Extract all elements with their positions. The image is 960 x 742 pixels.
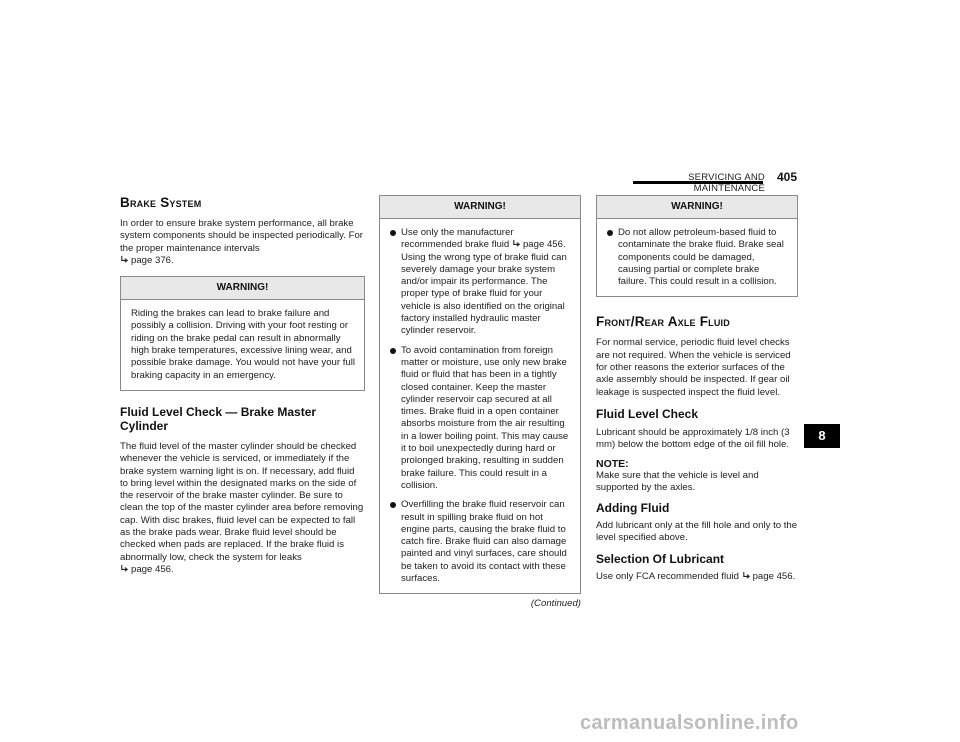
fluid-level-paragraph (120, 441, 365, 576)
subtitle-selection-of-lubricant: Selection Of Lubricant (596, 551, 725, 566)
warning-body (380, 219, 580, 593)
column-1 (120, 195, 365, 576)
adding-fluid-paragraph: Add lubricant only at the fill hole and only to the level specified above. (596, 520, 798, 544)
warning-heading: WARNING! (380, 196, 580, 219)
bullet-icon (390, 230, 396, 236)
continued-label: (Continued) (530, 598, 581, 610)
fluid-level-page-link[interactable]: page 456. (131, 563, 174, 575)
chapter-tab: 8 (804, 424, 840, 448)
watermark-text: carmanualsonline.info (580, 712, 799, 734)
note-block (596, 458, 798, 495)
warning-bullet-list (607, 227, 788, 288)
page-number: 405 (777, 170, 798, 184)
brake-intro-text: In order to ensure brake system performance, all brake system components should be inspected periodically. For the proper maintenance intervals (120, 218, 363, 254)
warning-heading: WARNING! (121, 277, 364, 300)
bullet-text: Do not allow petroleum-based fluid to contaminate the brake fluid. Brake seal components could be damaged, causing partial or complete brake failure. This could result in a collision. (618, 227, 784, 288)
page-link-arrow-icon (120, 564, 129, 573)
warning-box-brakes (120, 276, 365, 391)
list-item (607, 227, 788, 288)
section-title-brake-system: Brake System (120, 195, 202, 210)
subtitle-adding-fluid: Adding Fluid (596, 501, 670, 516)
bullet-text: Use only the manufacturer recommended brake fluid (401, 227, 514, 251)
fluid-level-text: The fluid level of the master cylinder should be checked whenever the vehicle is serviced, or immediately if the brake system warning light is on. If necessary, add fluid to bring level within the designated marks on the side of the reservoir of the brake master cylinder. Be sure to clean the top of the master cylinder area before removing cap. With disc brakes, fluid level can be expected to fall as the brake pads wear. Brake fluid level should be checked when pads are replaced. If the brake fluid is abnormally low, check the system for leaks (120, 440, 364, 563)
brake-fluid-page-link[interactable]: page 456. (522, 239, 566, 251)
lubricant-text: Use only FCA recommended fluid (596, 570, 739, 582)
column-3 (596, 195, 798, 583)
note-label: NOTE: (596, 457, 629, 470)
subtitle-fluid-level-check: Fluid Level Check — Brake Master Cylinder (120, 404, 317, 433)
column-2 (379, 195, 581, 609)
axle-intro-paragraph: For normal service, periodic fluid level checks are not required. When the vehicle is serviced for other reasons the exterior surfaces of the axle assembly should be inspected. If gear oil leakage is suspected inspect the fluid level. (596, 337, 791, 398)
page-link-arrow-icon (120, 255, 129, 264)
warning-box-petroleum (596, 195, 798, 297)
fluid-level-paragraph: Lubricant should be approximately 1/8 inch (3 mm) below the bottom edge of the oil fill hole. (596, 426, 790, 451)
warning-heading: WARNING! (597, 196, 797, 219)
bullet-icon (607, 230, 613, 236)
note-text: Make sure that the vehicle is level and supported by the axles. (596, 469, 759, 493)
page-link-arrow-icon (512, 239, 521, 248)
bullet-text-cont: Using the wrong type of brake fluid can severely damage your brake system and/or impair its performance. The proper type of brake fluid for your vehicle is also identified on the original factory installed hydraulic master cylinder reservoir. (401, 251, 567, 337)
lubricant-paragraph (596, 571, 798, 583)
list-item (390, 499, 571, 585)
bullet-text: Overfilling the brake fluid reservoir can result in spilling brake fluid on hot engine parts, causing the brake fluid to catch fire. Brake fluid can also damage painted and vinyl surfaces, care should be taken to avoid its contact with these surfaces. (401, 499, 567, 585)
list-item (390, 227, 571, 338)
warning-body (597, 219, 797, 296)
warning-box-brake-fluid (379, 195, 581, 594)
list-item (390, 345, 571, 493)
warning-text: Riding the brakes can lead to brake failure and possibly a collision. Driving with your foot resting or riding on the brake pedal can result in abnormally high brake temperatures, excessive lining wear, and possible brake damage. You would not have your full braking capacity in an emergency. (131, 308, 356, 381)
warning-bullet-list (390, 227, 571, 585)
brake-intro-paragraph (120, 218, 365, 267)
bullet-icon (390, 348, 396, 354)
bullet-text: To avoid contamination from foreign matter or moisture, use only new brake fluid or fluid that has been in a tightly closed container. Keep the master cylinder reservoir cap secured at all times. Brake fluid in a open container absorbs moisture from the air resulting in a lower boiling point. This may cause it to boil unexpectedly during hard or prolonged braking, resulting in sudden brake failure. This could result in a collision. (401, 344, 569, 491)
warning-body (121, 300, 364, 390)
subtitle-fluid-level-check: Fluid Level Check (596, 406, 699, 421)
brake-intro-page-link[interactable]: page 376. (131, 254, 174, 266)
watermark-strip (0, 710, 960, 742)
running-head: SERVICING AND MAINTENANCE (688, 172, 765, 194)
lubricant-page-link[interactable]: page 456. (752, 570, 796, 582)
page-link-arrow-icon (742, 571, 751, 580)
bullet-icon (390, 502, 396, 508)
section-title-axle-fluid: Front/Rear Axle Fluid (596, 314, 730, 330)
